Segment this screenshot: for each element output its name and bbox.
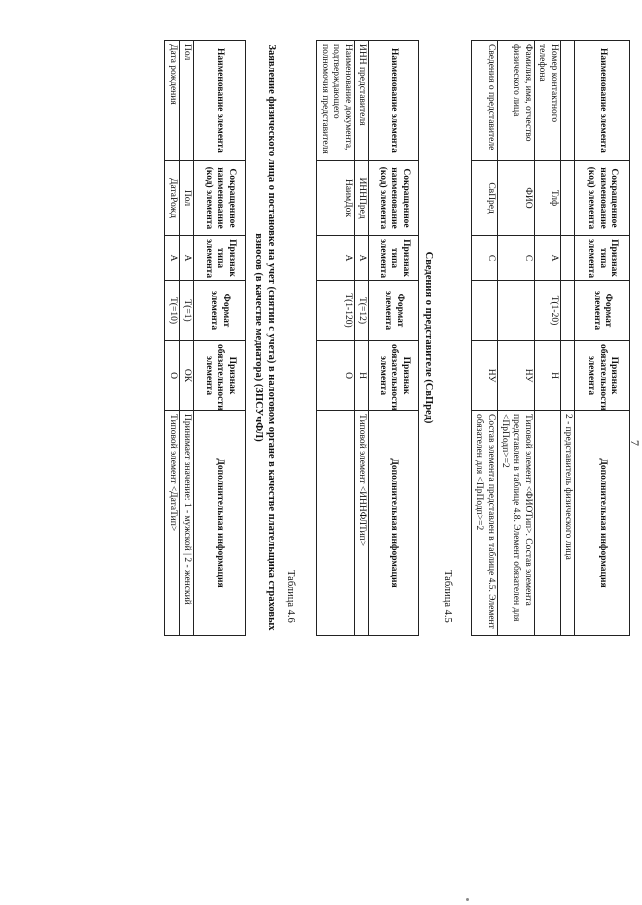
header-row xyxy=(575,41,630,636)
table-cell: Состав элемента представлен в таблице 4.5. Элемент обязателен для <ПрПодп>=2 xyxy=(471,411,497,636)
table-caption: Таблица 4.5 xyxy=(442,570,453,623)
header-cell: Сокращенное наименование (код) элемента xyxy=(369,161,419,236)
table-row xyxy=(179,41,193,636)
header-row xyxy=(194,41,246,636)
table-cell: Н xyxy=(354,341,368,411)
page-number: 7 xyxy=(628,440,642,446)
table-cell: Пол xyxy=(179,161,193,236)
table-cell: ОК xyxy=(179,341,193,411)
table-cell: А xyxy=(165,236,179,281)
table-representative xyxy=(316,40,419,636)
table-cell xyxy=(560,236,574,281)
table-cell: Т(=12) xyxy=(354,281,368,341)
table-cell xyxy=(317,411,354,636)
table-cell: Тлф xyxy=(534,161,560,236)
header-cell: Дополнительная информация xyxy=(194,411,246,636)
table-cell: А xyxy=(354,236,368,281)
header-cell: Наименование элемента xyxy=(194,41,246,161)
header-cell: Наименование элемента xyxy=(575,41,630,161)
table-caption: Таблица 4.6 xyxy=(285,570,296,623)
table-cell: А xyxy=(534,236,560,281)
table-cell xyxy=(560,281,574,341)
table-cell: О xyxy=(317,341,354,411)
header-cell: Формат элемента xyxy=(194,281,246,341)
table-title: Сведения о представителе (СвПред) xyxy=(423,251,434,424)
table-cell: Типовой элемент <ФИОТип>. Состав элемента представлен в таблице 4.8. Элемент обязателен для <ПрПодп>=2 xyxy=(497,411,534,636)
table-row xyxy=(560,41,574,636)
table-cell: ФИО xyxy=(497,161,534,236)
table-cell xyxy=(560,41,574,161)
table-cell: Сведения о представителе xyxy=(471,41,497,161)
table-cell: Наименование документа, подтверждающего полномочия представителя xyxy=(317,41,354,161)
table-cell: СвПред xyxy=(471,161,497,236)
table-cell xyxy=(534,411,560,636)
table-row xyxy=(354,41,368,636)
table-cell: Принимает значение: 1 - мужской | 2 - женский xyxy=(179,411,193,636)
header-cell: Формат элемента xyxy=(369,281,419,341)
table-cell: НаимДок xyxy=(317,161,354,236)
header-cell: Сокращенное наименование (код) элемента xyxy=(194,161,246,236)
table-cell: О xyxy=(165,341,179,411)
table-cell: ДатаРожд xyxy=(165,161,179,236)
header-cell: Наименование элемента xyxy=(369,41,419,161)
table-continuation xyxy=(471,40,630,636)
table-cell: Т(=10) xyxy=(165,281,179,341)
table-cell: Номер контактного телефона xyxy=(534,41,560,161)
header-cell: Признак типа элемента xyxy=(369,236,419,281)
table-cell: Типовой элемент <ДатаТип> xyxy=(165,411,179,636)
table-cell: НУ xyxy=(497,341,534,411)
table-row xyxy=(317,41,354,636)
table-cell: НУ xyxy=(471,341,497,411)
header-cell: Формат элемента xyxy=(575,281,630,341)
header-cell: Дополнительная информация xyxy=(369,411,419,636)
header-cell: Признак типа элемента xyxy=(575,236,630,281)
header-cell: Дополнительная информация xyxy=(575,411,630,636)
table-cell xyxy=(471,281,497,341)
table-row xyxy=(471,41,497,636)
header-cell: Признак обязательности элемента xyxy=(575,341,630,411)
table-cell xyxy=(560,341,574,411)
table-row xyxy=(497,41,534,636)
table-cell: Н xyxy=(534,341,560,411)
table-cell: С xyxy=(471,236,497,281)
table-cell: А xyxy=(179,236,193,281)
table-cell: Т(=1) xyxy=(179,281,193,341)
table-cell: Пол xyxy=(179,41,193,161)
table-cell xyxy=(560,161,574,236)
table-cell: ИНН представителя xyxy=(354,41,368,161)
header-cell: Признак типа элемента xyxy=(194,236,246,281)
header-cell: Признак обязательности элемента xyxy=(194,341,246,411)
table-cell: Типовой элемент <ИННФЛТип> xyxy=(354,411,368,636)
table-title: Заявление физического лица о постановке на учет (снятии с учета) в налоговом органе в качестве плательщика страховых взносов (в качестве медиатора) (ЗПСУчФЛ) xyxy=(252,44,277,631)
header-cell: Сокращенное наименование (код) элемента xyxy=(575,161,630,236)
table-row xyxy=(165,41,179,636)
table-cell: Дата рождения xyxy=(165,41,179,161)
scan-speck xyxy=(466,898,469,901)
table-cell: 2 - представитель физического лица xyxy=(560,411,574,636)
table-cell: А xyxy=(317,236,354,281)
table-cell: С xyxy=(497,236,534,281)
table-cell: Т(1-120) xyxy=(317,281,354,341)
table-application xyxy=(164,40,246,636)
table-cell: Т(1-20) xyxy=(534,281,560,341)
table-cell: ИННПред xyxy=(354,161,368,236)
table-cell xyxy=(497,281,534,341)
header-cell: Признак обязательности элемента xyxy=(369,341,419,411)
table-cell: Фамилия, имя, отчество физического лица xyxy=(497,41,534,161)
table-row xyxy=(534,41,560,636)
header-row xyxy=(369,41,419,636)
